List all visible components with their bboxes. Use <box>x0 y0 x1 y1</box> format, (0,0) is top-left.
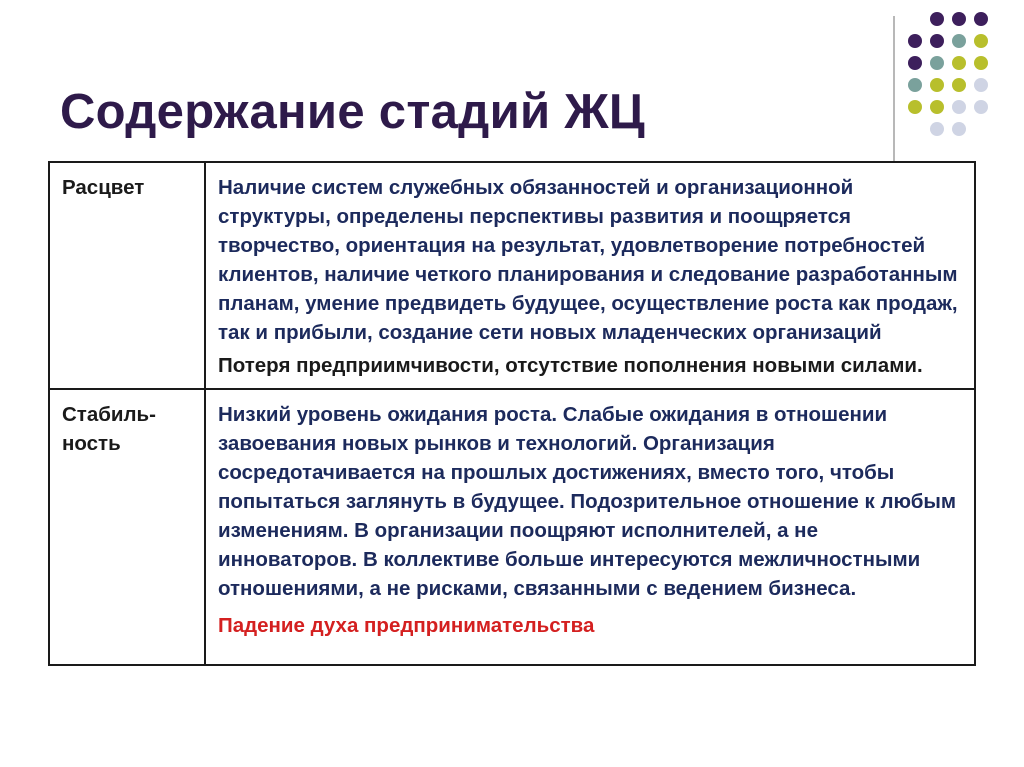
decorative-dot <box>974 100 988 114</box>
decorative-dot <box>974 78 988 92</box>
decorative-dot <box>930 56 944 70</box>
decorative-dot <box>952 56 966 70</box>
slide-title: Содержание стадий ЖЦ <box>60 85 646 139</box>
table-row-stability <box>49 389 975 665</box>
decorative-dot <box>908 100 922 114</box>
decorative-dot <box>952 34 966 48</box>
decorative-dot <box>930 100 944 114</box>
stage-name-cell: Расцвет <box>49 162 205 389</box>
stage-description: Низкий уровень ожидания роста. Слабые ожидания в отношении завоевания новых рынков и технологий. Организация сосредотачивается на прошлых достижениях, вместо того, чтобы попытаться заглянуть в будущее. Подозрительное отношение к любым изменениям. В организации поощряют исполнителей, а не инноваторов. В коллективе больше интересуются межличностными отношениями, а не рисками, связанными с ведением бизнеса. <box>218 403 957 600</box>
decorative-dot <box>974 12 988 26</box>
decorative-dot <box>930 12 944 26</box>
decorative-dot <box>930 122 944 136</box>
table-row-flourishing <box>49 162 975 389</box>
decorative-dot <box>908 56 922 70</box>
decorative-dot-grid <box>908 12 1012 164</box>
decorative-dot <box>952 100 966 114</box>
stage-description: Наличие систем служебных обязанностей и организационной структуры, определены перспективы развития и поощряется творчество, ориентация на результат, удовлетворение потребностей клиентов, наличие четкого планирования и следование разработанным планам, умение предвидеть будущее, осуществление роста как продаж, так и прибыли, создание сети новых младенческих организаций <box>218 176 958 344</box>
decorative-dot <box>930 78 944 92</box>
decorative-dot <box>930 34 944 48</box>
decorative-dot <box>952 122 966 136</box>
decorative-dot <box>908 78 922 92</box>
decorative-dot <box>952 12 966 26</box>
decorative-dot <box>974 34 988 48</box>
lifecycle-stages-table <box>48 161 976 666</box>
decorative-dot <box>908 34 922 48</box>
decorative-dot <box>974 56 988 70</box>
stage-name-cell: Стабиль-ность <box>49 389 205 665</box>
decorative-dot <box>952 78 966 92</box>
stage-description-cell <box>205 162 975 389</box>
stage-result: Потеря предприимчивости, отсутствие пополнения новыми силами. <box>218 354 923 377</box>
stage-description-cell <box>205 389 975 665</box>
stage-result: Падение духа предпринимательства <box>218 614 595 637</box>
